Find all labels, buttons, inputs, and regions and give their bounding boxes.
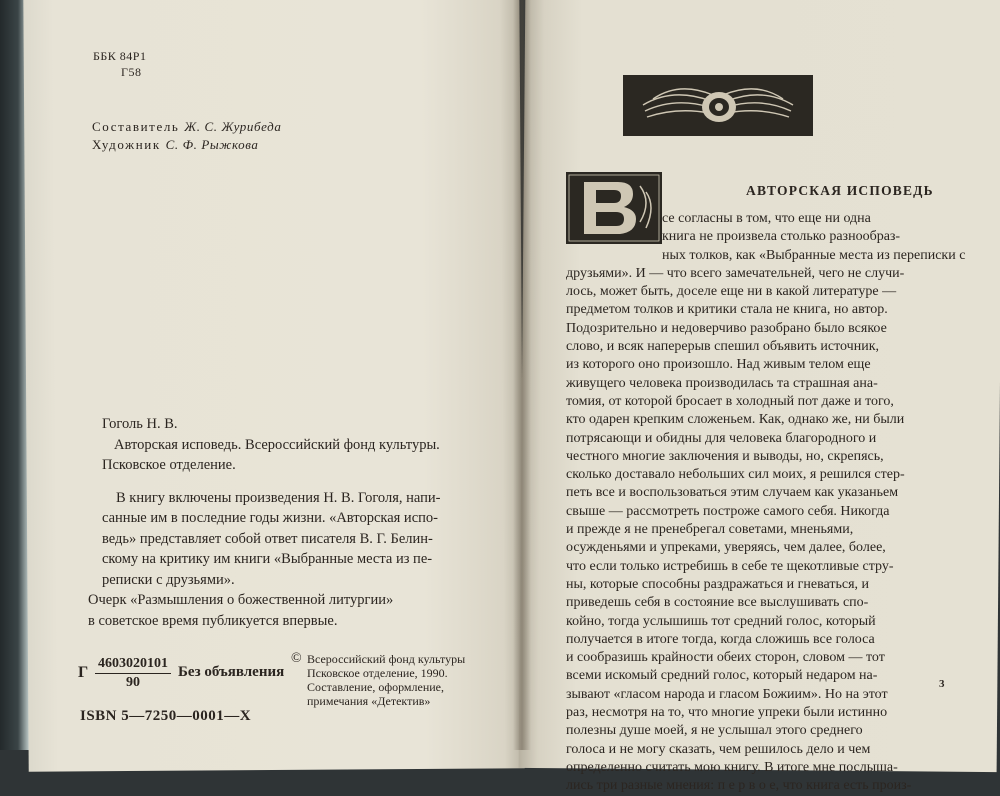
text-line: кто одарен крепким сложеньем. Как, однако же, ни были [566,412,905,428]
text-line: голоса и не могу сказать, чем решилось дело и чем [566,741,871,757]
text-line: лись три разные мнения: п е р в о е, что книга есть произ- [566,778,912,794]
text-line: лось, может быть, доселе еще ни в какой литературе — [566,284,897,300]
text-line: слово, и всяк наперерыв спешил объявить источник, [566,339,879,355]
artist-name: С. Ф. Рыжкова [165,137,259,152]
copyright-line: Псковское отделение, 1990. [307,666,448,680]
text-line: сколько доставало небольших сил моих, я решился стер- [566,467,905,483]
chapter-title: АВТОРСКАЯ ИСПОВЕДЬ [746,183,934,198]
text-line: предметом толков и критики стала не книга, но автор. [566,302,888,318]
classification-denominator: 90 [126,675,140,690]
text-line: друзьями». И — что всего замечательней, чего не случи- [566,265,905,281]
copyright-line: примечания «Детектив» [307,694,431,708]
entry-para-line: Очерк «Размышления о божественной литургии» [88,592,394,608]
entry-author: Гоголь Н. В. [102,416,178,432]
entry-para-line: ведь» представляет собой ответ писателя В. Г. Белин- [102,530,433,547]
text-line: койно, тогда услышишь тот средний голос, который [566,613,876,629]
bbk-index: ББК 84Р1 [93,49,147,63]
text-line: томия, от которой бросает в холодный пот даже и того, [566,393,894,409]
text-line: потрясающи и обидны для человека благородного и [566,430,877,446]
entry-para-line: в советское время публикуется впервые. [88,612,338,629]
isbn: ISBN 5—7250—0001—X [80,708,252,724]
text-line: свыше — рассмотреть построже самого себя. Никогда [566,503,890,519]
copyright-block [291,651,513,708]
classification-letter: Г [78,664,89,681]
ornament-vignette-icon [623,75,813,136]
no-advert-note: Без объявления [178,664,285,680]
compiler-line [92,118,281,136]
entry-title-line: Авторская исповедь. Всероссийский фонд культуры. [114,436,440,453]
text-line: и прежде я не пренебрегал советами, мненьями, [566,522,854,538]
chapter-text [566,210,966,796]
text-line: петь все и воспользоваться этим случаем как указаньем [566,485,899,501]
bbk-block [93,48,146,80]
text-line: ны, которые способны раздражаться и гневаться, и [566,576,870,592]
catalog-entry [88,414,502,631]
copyright-line: Составление, оформление, [307,680,445,694]
entry-title-line: Псковское отделение. [102,457,236,473]
text-line: всеми искомый средний голос, который недаром на- [566,668,878,684]
text-line: осужденьями и упреками, уверяясь, чем далее, более, [566,540,886,556]
compiler-label: Составитель [92,119,180,134]
entry-para-line: реписки с друзьями». [102,571,235,588]
text-line: книга не произвела столько разнообраз- [662,229,901,245]
compiler-name: Ж. С. Журибеда [184,119,282,134]
entry-para-line: санные им в последние годы жизни. «Авторская испо- [102,510,438,526]
bbk-code: Г58 [121,65,142,79]
text-line: что если только истребишь в себе те щекотливые стру- [566,558,894,574]
page-number: 3 [939,678,945,690]
copyright-line: Всероссийский фонд культуры [307,652,466,666]
classification-fraction [95,656,171,691]
copyright-symbol: © [291,651,302,666]
classification-numerator: 4603020101 [95,656,171,674]
text-line: из которого оно произошло. Над живым телом еще [566,357,871,373]
text-line: получается в итоге тогда, когда сложишь все голоса [566,631,875,647]
text-line: ных толков, как «Выбранные места из переписки с [662,247,966,263]
book-gutter [513,0,531,750]
credits-block [92,118,281,154]
artist-line [92,136,281,154]
text-line: зывают «гласом народа и гласом Божиим». Но на этот [566,686,888,702]
text-line: приведешь себя в состояние все выслушивать спо- [566,595,869,611]
text-line: честного многие заключения и выводы, но, скрепясь, [566,448,884,464]
text-line: Подозрительно и недоверчиво разобрано было всякое [566,320,887,336]
text-line: полезны душе моей, я не услышал этого среднего [566,723,863,739]
text-line: определенно считать мою книгу. В итоге мне послыша- [566,759,898,775]
entry-para-line: скому на критику им книги «Выбранные места из пе- [102,551,433,567]
text-line: живущего человека производилась та страшная ана- [566,375,878,391]
text-line: и сообразишь крайности обеих сторон, словом — тот [566,650,885,666]
entry-para-line: В книгу включены произведения Н. В. Гоголя, напи- [116,489,441,506]
text-line: раз, несмотря на то, что многие упреки были истинно [566,705,888,721]
artist-label: Художник [92,137,161,152]
text-line: се согласны в том, что еще ни одна [662,211,871,226]
